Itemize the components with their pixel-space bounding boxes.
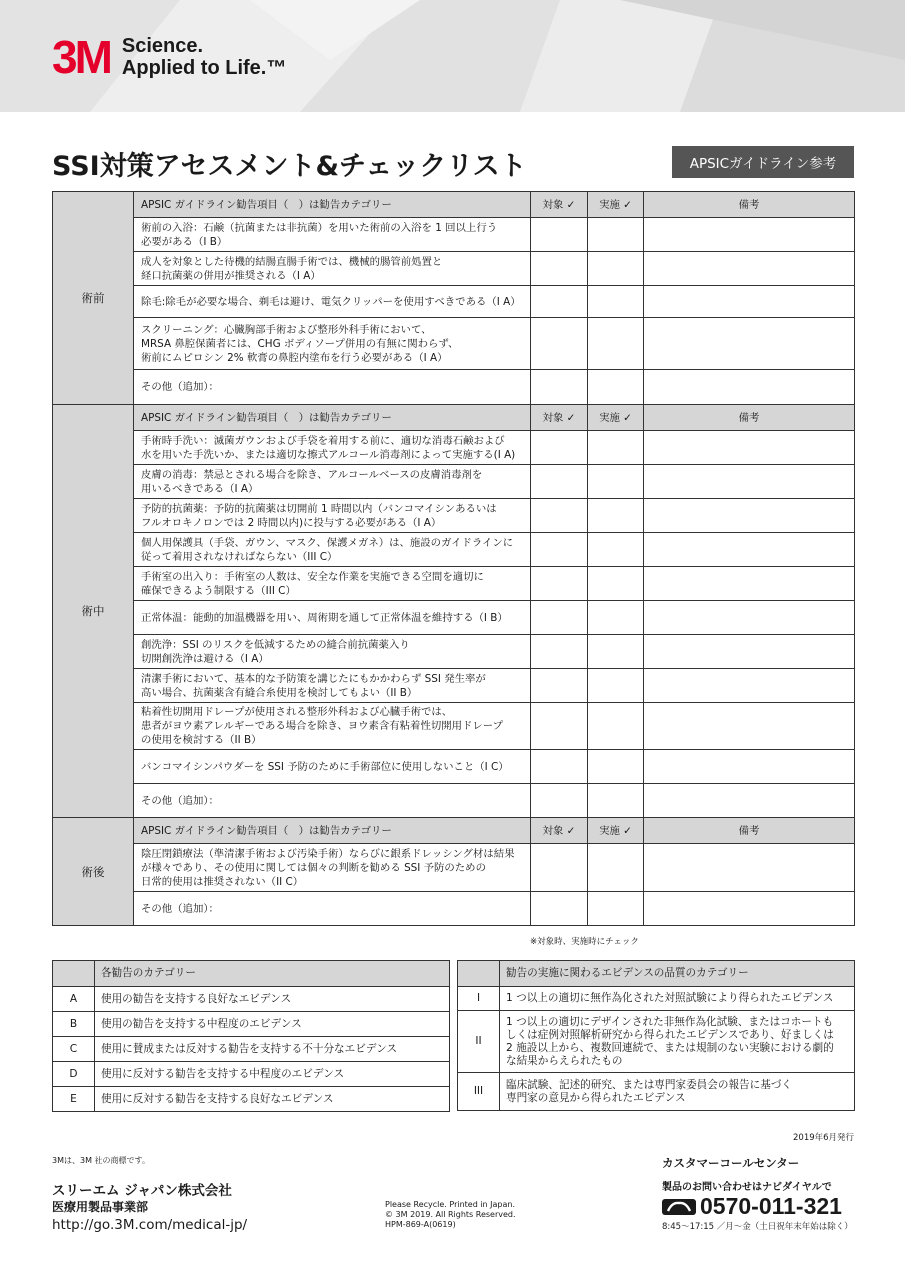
- legend-row: [53, 1037, 450, 1062]
- checklist-row: [53, 703, 855, 750]
- target-check-cell[interactable]: [531, 252, 588, 286]
- logo-mark: 3M: [52, 31, 110, 83]
- phone-block: [662, 1193, 842, 1220]
- done-check-cell[interactable]: [588, 465, 644, 499]
- column-header-target: 対象 ✓: [531, 405, 588, 431]
- target-check-cell[interactable]: [531, 318, 588, 370]
- phase-label: 術後: [53, 818, 134, 926]
- recommendation-text: 成人を対象とした待機的結腸直腸手術では、機械的腸管前処置と 経口抗菌薬の併用が推奨される（I A）: [134, 252, 531, 286]
- page-title: SSI対策アセスメント&チェックリスト: [52, 151, 527, 182]
- target-check-cell[interactable]: [531, 750, 588, 784]
- legend-key: E: [53, 1087, 95, 1112]
- recommendation-text: バンコマイシンパウダーを SSI 予防のために手術部位に使用しないこと（I C）: [134, 750, 531, 784]
- target-check-cell[interactable]: [531, 533, 588, 567]
- remarks-cell[interactable]: [644, 784, 855, 818]
- remarks-cell[interactable]: [644, 533, 855, 567]
- legend-row: [53, 1062, 450, 1087]
- column-header-target: 対象 ✓: [531, 818, 588, 844]
- target-check-cell[interactable]: [531, 567, 588, 601]
- done-check-cell[interactable]: [588, 286, 644, 318]
- done-check-cell[interactable]: [588, 601, 644, 635]
- recommendation-text: 正常体温：能動的加温機器を用い、周術期を通して正常体温を維持する（I B）: [134, 601, 531, 635]
- target-check-cell[interactable]: [531, 465, 588, 499]
- legend-key: D: [53, 1062, 95, 1087]
- done-check-cell[interactable]: [588, 892, 644, 926]
- remarks-cell[interactable]: [644, 635, 855, 669]
- remarks-cell[interactable]: [644, 669, 855, 703]
- legend-text: 使用の勧告を支持する良好なエビデンス: [95, 987, 450, 1012]
- column-header-done: 実施 ✓: [588, 818, 644, 844]
- recommendation-text: 皮膚の消毒：禁忌とされる場合を除き、アルコールベースの皮膚消毒剤を 用いるべきである（I A）: [134, 465, 531, 499]
- done-check-cell[interactable]: [588, 784, 644, 818]
- legend-row: [458, 987, 855, 1011]
- checklist-row: [53, 499, 855, 533]
- legend-row: [53, 1012, 450, 1037]
- phone-number[interactable]: 0570-011-321: [700, 1193, 842, 1219]
- checklist-row: [53, 465, 855, 499]
- column-header-remarks: 備考: [644, 818, 855, 844]
- target-check-cell[interactable]: [531, 218, 588, 252]
- done-check-cell[interactable]: [588, 499, 644, 533]
- recommendation-text: 個人用保護具（手袋、ガウン、マスク、保護メガネ）は、施設のガイドラインに 従って着用されなければならない（III C）: [134, 533, 531, 567]
- column-header-target: 対象 ✓: [531, 192, 588, 218]
- legend-header-blank: [53, 961, 95, 987]
- phase-label: 術前: [53, 192, 134, 405]
- phase-label: 術中: [53, 405, 134, 818]
- legend-header-title: 勧告の実施に関わるエビデンスの品質のカテゴリー: [500, 961, 855, 987]
- column-header-done: 実施 ✓: [588, 192, 644, 218]
- target-check-cell[interactable]: [531, 892, 588, 926]
- target-check-cell[interactable]: [531, 286, 588, 318]
- recommendation-text: 陰圧閉鎖療法（準清潔手術および汚染手術）ならびに銀系ドレッシング材は結果 が様々であり、その使用に関しては個々の判断を勧める SSI 予防のための 日常的使用は推奨されない（II C）: [134, 844, 531, 892]
- logo-tagline: Science. Applied to Life.™: [121, 35, 287, 79]
- navi-dial-icon: [662, 1197, 696, 1217]
- done-check-cell[interactable]: [588, 750, 644, 784]
- remarks-cell[interactable]: [644, 703, 855, 750]
- legend-key: C: [53, 1037, 95, 1062]
- legend-text: 臨床試験、記述的研究、または専門家委員会の報告に基づく 専門家の意見から得られたエビデンス: [500, 1073, 855, 1111]
- legend-text: 1 つ以上の適切にデザインされた非無作為化試験、またはコホートも しくは症例対照解析研究から得られたエビデンスであり、好ましくは 2 施設以上から、複数回連続で、または規制のない実験における劇的 な結果からえられたもの: [500, 1011, 855, 1073]
- legend-header-row: [53, 961, 450, 987]
- remarks-cell[interactable]: [644, 892, 855, 926]
- target-check-cell[interactable]: [531, 703, 588, 750]
- recommendation-text: 清潔手術において、基本的な予防策を講じたにもかかわらず SSI 発生率が 高い場合、抗菌薬含有縫合糸使用を検討してもよい（II B）: [134, 669, 531, 703]
- check-note: ※対象時、実施時にチェック: [530, 937, 639, 947]
- recommendation-category-table: [52, 960, 450, 1112]
- legend-key: II: [458, 1011, 500, 1073]
- done-check-cell[interactable]: [588, 318, 644, 370]
- target-check-cell[interactable]: [531, 601, 588, 635]
- company-url[interactable]: http://go.3M.com/medical-jp/: [52, 1217, 248, 1233]
- checklist-row: [53, 252, 855, 286]
- recommendation-text: その他（追加）：: [134, 784, 531, 818]
- recommendation-text: 創洗浄：SSI のリスクを低減するための縫合前抗菌薬入り 切開創洗浄は避ける（I A）: [134, 635, 531, 669]
- target-check-cell[interactable]: [531, 499, 588, 533]
- recommendation-text: その他（追加）：: [134, 892, 531, 926]
- recommendation-text: その他（追加）：: [134, 370, 531, 405]
- remarks-cell[interactable]: [644, 567, 855, 601]
- company-name: スリーエム ジャパン株式会社: [52, 1183, 232, 1199]
- legend-header-title: 各勧告のカテゴリー: [95, 961, 450, 987]
- done-check-cell[interactable]: [588, 218, 644, 252]
- legend-text: 使用の勧告を支持する中程度のエビデンス: [95, 1012, 450, 1037]
- legend-text: 使用に反対する勧告を支持する中程度のエビデンス: [95, 1062, 450, 1087]
- target-check-cell[interactable]: [531, 635, 588, 669]
- done-check-cell[interactable]: [588, 567, 644, 601]
- done-check-cell[interactable]: [588, 533, 644, 567]
- target-check-cell[interactable]: [531, 431, 588, 465]
- remarks-cell[interactable]: [644, 601, 855, 635]
- guideline-badge: APSICガイドライン参考: [672, 146, 854, 178]
- trademark-note: 3Mは、3M 社の商標です。: [52, 1156, 150, 1165]
- legend-row: [458, 1011, 855, 1073]
- done-check-cell[interactable]: [588, 370, 644, 405]
- legend-key: B: [53, 1012, 95, 1037]
- column-header-done: 実施 ✓: [588, 405, 644, 431]
- legend-text: 使用に反対する勧告を支持する良好なエビデンス: [95, 1087, 450, 1112]
- done-check-cell[interactable]: [588, 252, 644, 286]
- target-check-cell[interactable]: [531, 370, 588, 405]
- target-check-cell[interactable]: [531, 784, 588, 818]
- call-center-title: カスタマーコールセンター: [662, 1156, 800, 1170]
- remarks-cell[interactable]: [644, 750, 855, 784]
- remarks-cell[interactable]: [644, 431, 855, 465]
- remarks-cell[interactable]: [644, 286, 855, 318]
- recommendation-text: 手術時手洗い：滅菌ガウンおよび手袋を着用する前に、適切な消毒石鹸および 水を用いた手洗いか、または適切な擦式アルコール消毒剤によって実施する(I A): [134, 431, 531, 465]
- legend-row: [53, 1087, 450, 1112]
- legend-key: A: [53, 987, 95, 1012]
- checklist-table: [52, 191, 855, 926]
- legend-key: III: [458, 1073, 500, 1111]
- legend-row: [458, 1073, 855, 1111]
- legend-row: [53, 987, 450, 1012]
- remarks-cell[interactable]: [644, 318, 855, 370]
- checklist-row: [53, 784, 855, 818]
- recommendation-text: 手術室の出入り：手術室の人数は、安全な作業を実施できる空間を適切に 確保できるよう制限する（III C）: [134, 567, 531, 601]
- checklist-row: [53, 601, 855, 635]
- remarks-cell[interactable]: [644, 499, 855, 533]
- legend-text: 使用に賛成または反対する勧告を支持する不十分なエビデンス: [95, 1037, 450, 1062]
- 3m-logo: [52, 31, 287, 83]
- done-check-cell[interactable]: [588, 635, 644, 669]
- recommendation-text: スクリーニング：心臓胸部手術および整形外科手術において、 MRSA 鼻腔保菌者には、CHG ボディソープ併用の有無に関わらず、 術前にムピロシン 2% 軟膏の鼻腔内塗布を行う必要がある（I A）: [134, 318, 531, 370]
- section-header-row: [53, 192, 855, 218]
- checklist-row: [53, 892, 855, 926]
- remarks-cell[interactable]: [644, 218, 855, 252]
- section-header-row: [53, 818, 855, 844]
- legend-header-row: [458, 961, 855, 987]
- remarks-cell[interactable]: [644, 252, 855, 286]
- checklist-row: [53, 635, 855, 669]
- issue-date: 2019年6月発行: [793, 1133, 855, 1143]
- recommendation-text: 予防的抗菌薬：予防的抗菌薬は切開前 1 時間以内（バンコマイシンあるいは フルオロキノロンでは 2 時間以内)に投与する必要がある（I A）: [134, 499, 531, 533]
- checklist-row: [53, 750, 855, 784]
- legend-header-blank: [458, 961, 500, 987]
- column-header-item: APSIC ガイドライン勧告項目（ ）は勧告カテゴリー: [134, 405, 531, 431]
- checklist-row: [53, 431, 855, 465]
- remarks-cell[interactable]: [644, 370, 855, 405]
- section-header-row: [53, 405, 855, 431]
- checklist-row: [53, 286, 855, 318]
- done-check-cell[interactable]: [588, 844, 644, 892]
- done-check-cell[interactable]: [588, 703, 644, 750]
- column-header-remarks: 備考: [644, 192, 855, 218]
- remarks-cell[interactable]: [644, 844, 855, 892]
- header-banner: [0, 0, 905, 112]
- legend-text: 1 つ以上の適切に無作為化された対照試験により得られたエビデンス: [500, 987, 855, 1011]
- checklist-row: [53, 370, 855, 405]
- legend-key: I: [458, 987, 500, 1011]
- navi-dial-note: 製品のお問い合わせはナビダイヤルで: [662, 1182, 832, 1193]
- column-header-item: APSIC ガイドライン勧告項目（ ）は勧告カテゴリー: [134, 192, 531, 218]
- remarks-cell[interactable]: [644, 465, 855, 499]
- recommendation-text: 除毛:除毛が必要な場合、剃毛は避け、電気クリッパーを使用すべきである（I A）: [134, 286, 531, 318]
- column-header-item: APSIC ガイドライン勧告項目（ ）は勧告カテゴリー: [134, 818, 531, 844]
- recommendation-text: 粘着性切開用ドレープが使用される整形外科および心臓手術では、 患者がヨウ素アレルギーである場合を除き、ヨウ素含有粘着性切開用ドレープ の使用を検討する（II B）: [134, 703, 531, 750]
- column-header-remarks: 備考: [644, 405, 855, 431]
- call-center-hours: 8:45〜17:15 ／月〜金（土日祝年末年始は除く）: [662, 1222, 853, 1232]
- recommendation-text: 術前の入浴：石鹸（抗菌または非抗菌）を用いた術前の入浴を 1 回以上行う 必要がある（I B）: [134, 218, 531, 252]
- recycle-notice: Please Recycle. Printed in Japan. © 3M 2019. All Rights Reserved. HPM-869-A(0619): [385, 1200, 516, 1229]
- target-check-cell[interactable]: [531, 844, 588, 892]
- checklist-row: [53, 533, 855, 567]
- checklist-row: [53, 844, 855, 892]
- checklist-row: [53, 669, 855, 703]
- checklist-row: [53, 567, 855, 601]
- checklist-row: [53, 218, 855, 252]
- department-name: 医療用製品事業部: [52, 1200, 149, 1214]
- target-check-cell[interactable]: [531, 669, 588, 703]
- done-check-cell[interactable]: [588, 669, 644, 703]
- done-check-cell[interactable]: [588, 431, 644, 465]
- evidence-category-table: [457, 960, 855, 1111]
- checklist-row: [53, 318, 855, 370]
